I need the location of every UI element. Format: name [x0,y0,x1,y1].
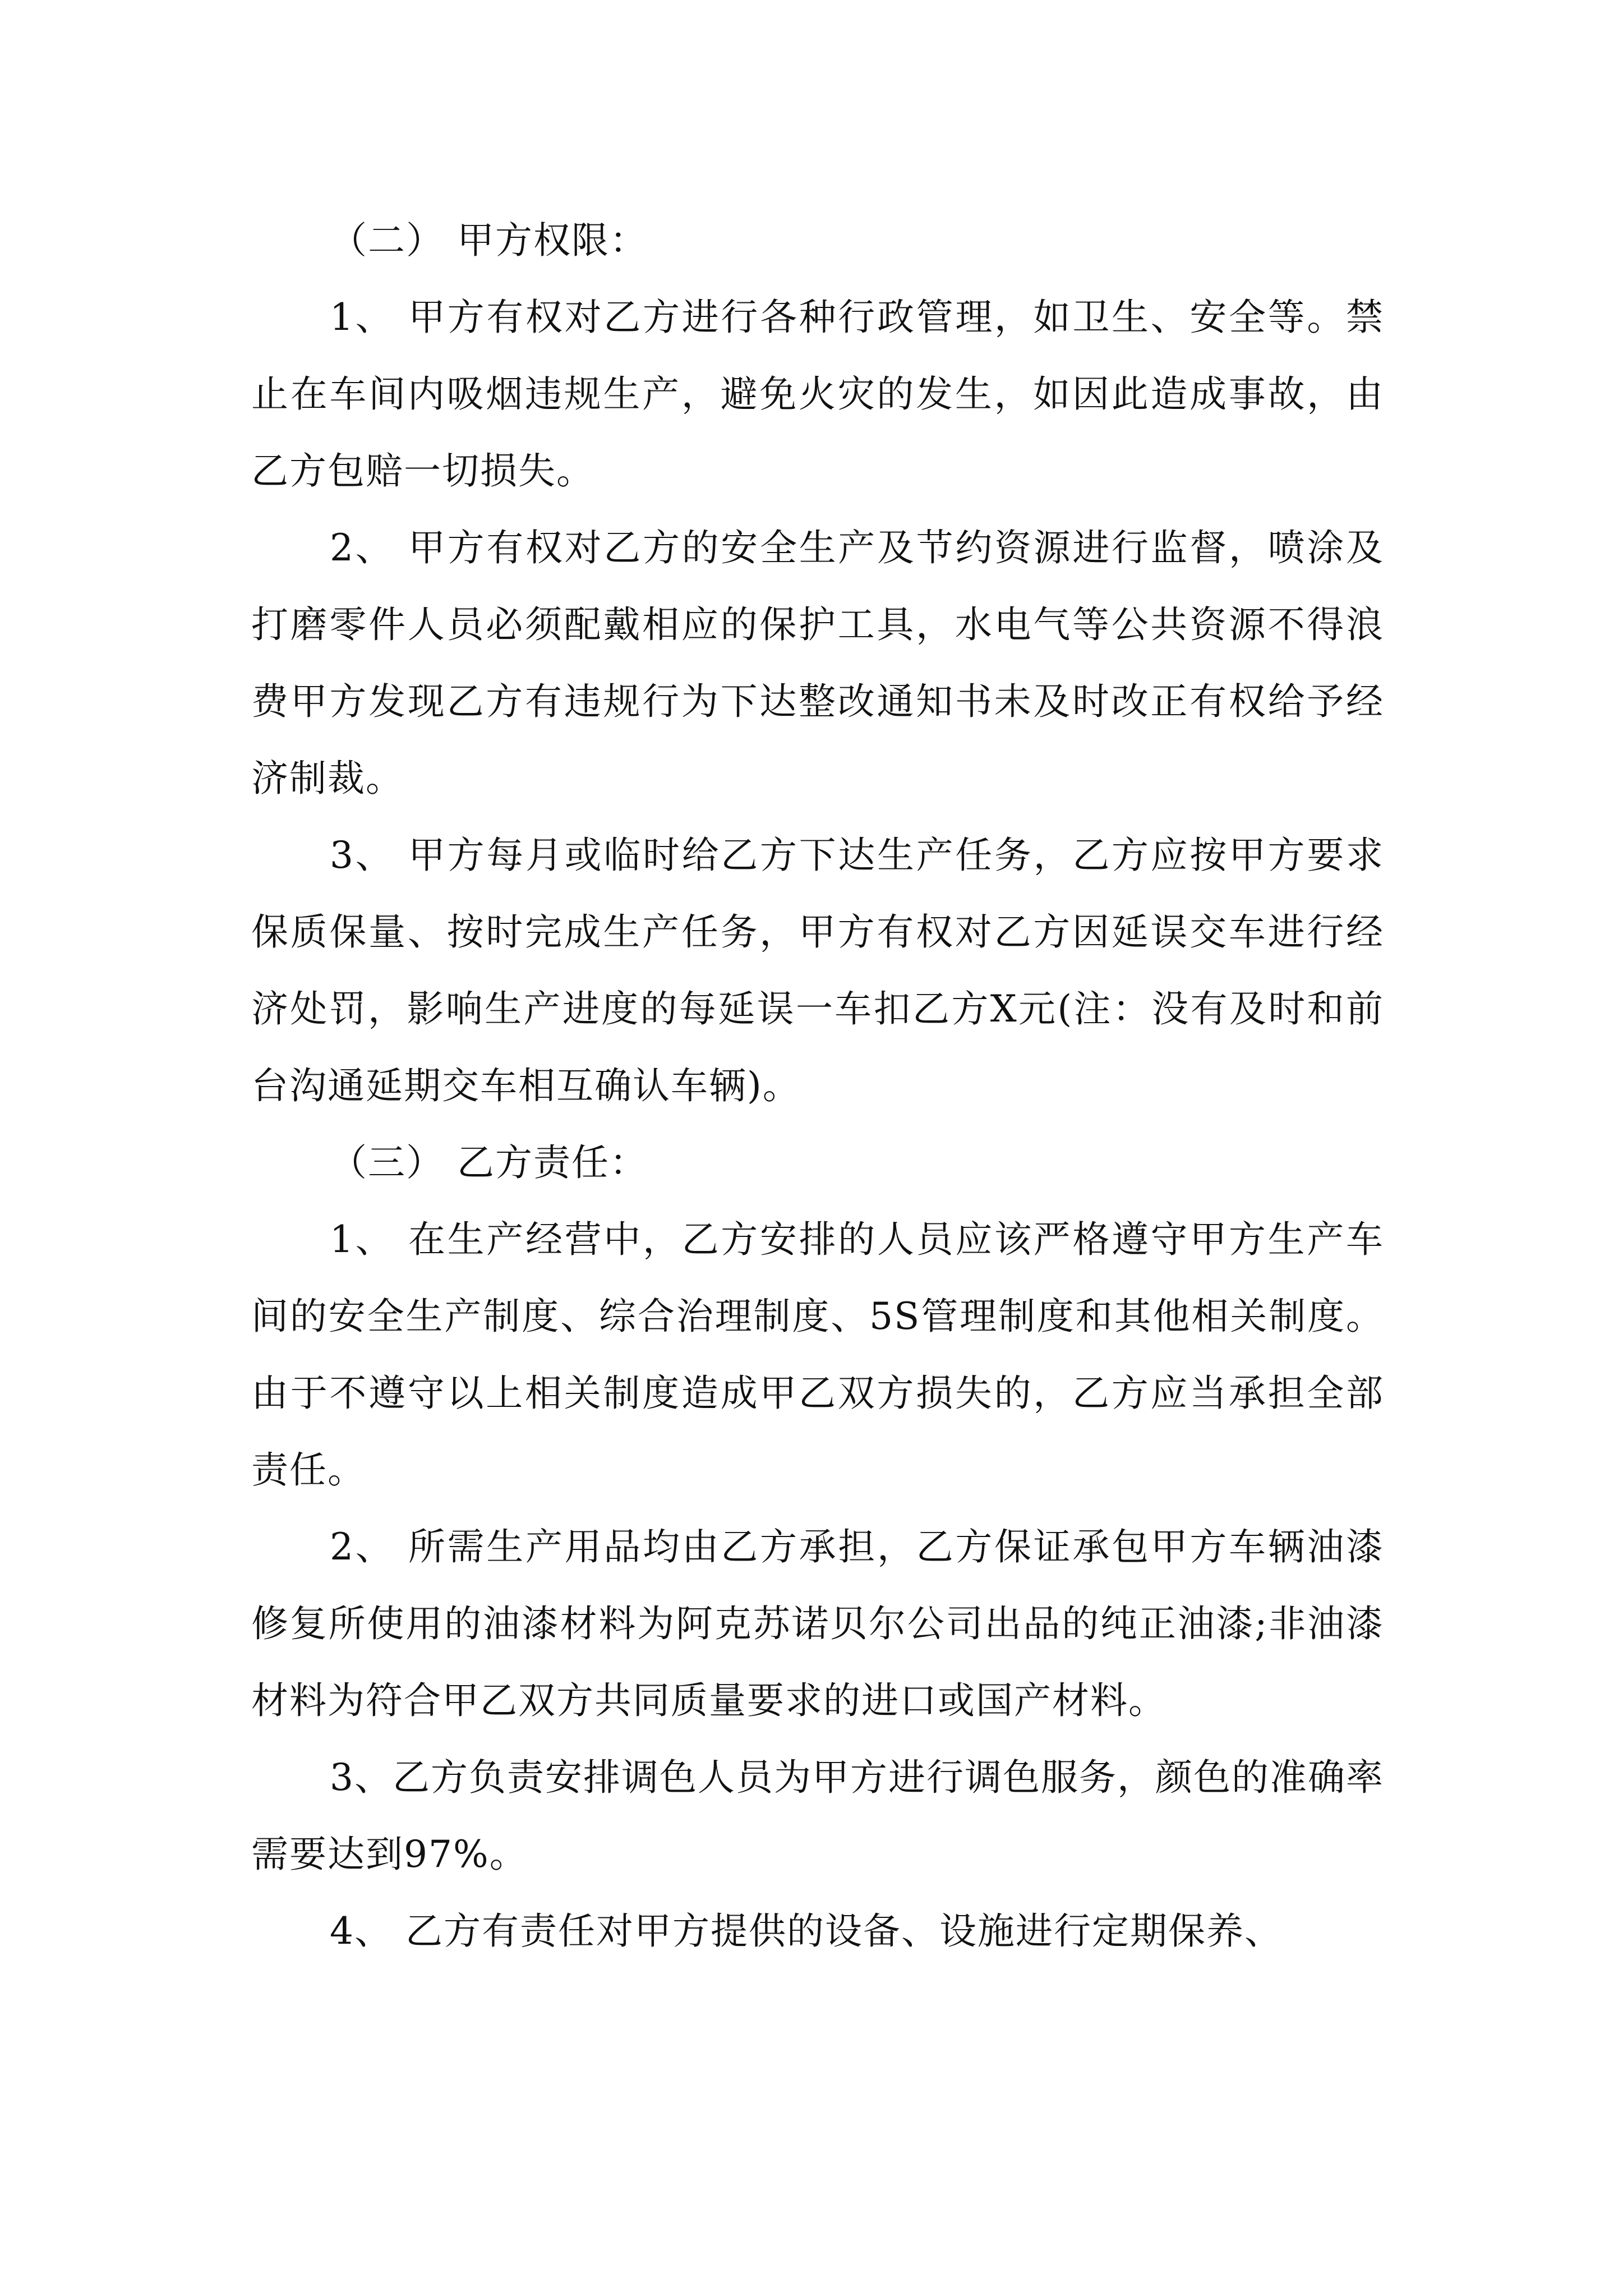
party-b-clause-4: 4、 乙方有责任对甲方提供的设备、设施进行定期保养、 [330,1910,1283,1953]
party-a-clause-2: 2、 甲方有权对乙方的安全生产及节约资源进行监督，喷涂及打磨零件人员必须配戴相应的保护工具，水电气等公共资源不得浪费甲方发现乙方有违规行为下达整改通知书未及时改正有权给予经济制裁。 [251,526,1384,800]
party-b-clause-1: 1、 在生产经营中，乙方安排的人员应该严格遵守甲方生产车间的安全生产制度、综合治理制度、5S管理制度和其他相关制度。由于不遵守以上相关制度造成甲乙双方损失的，乙方应当承担全部责任。 [251,1218,1384,1492]
section-heading-party-a-rights: （二） 甲方权限： [330,219,648,262]
section-heading-party-b-duties: （三） 乙方责任： [330,1141,648,1184]
party-b-clause-2: 2、 所需生产用品均由乙方承担，乙方保证承包甲方车辆油漆修复所使用的油漆材料为阿克苏诺贝尔公司出品的纯正油漆;非油漆材料为符合甲乙双方共同质量要求的进口或国产材料。 [251,1525,1384,1722]
document-body [251,202,1384,1970]
party-a-clause-1: 1、 甲方有权对乙方进行各种行政管理，如卫生、安全等。禁止在车间内吸烟违规生产，避免火灾的发生，如因此造成事故，由乙方包赔一切损失。 [251,296,1384,493]
party-b-clause-3: 3、乙方负责安排调色人员为甲方进行调色服务，颜色的准确率需要达到97%。 [251,1756,1384,1876]
party-a-clause-3: 3、 甲方每月或临时给乙方下达生产任务，乙方应按甲方要求保质保量、按时完成生产任务，甲方有权对乙方因延误交车进行经济处罚，影响生产进度的每延误一车扣乙方X元(注：没有及时和前台沟通延期交车相互确认车辆)。 [251,834,1384,1107]
